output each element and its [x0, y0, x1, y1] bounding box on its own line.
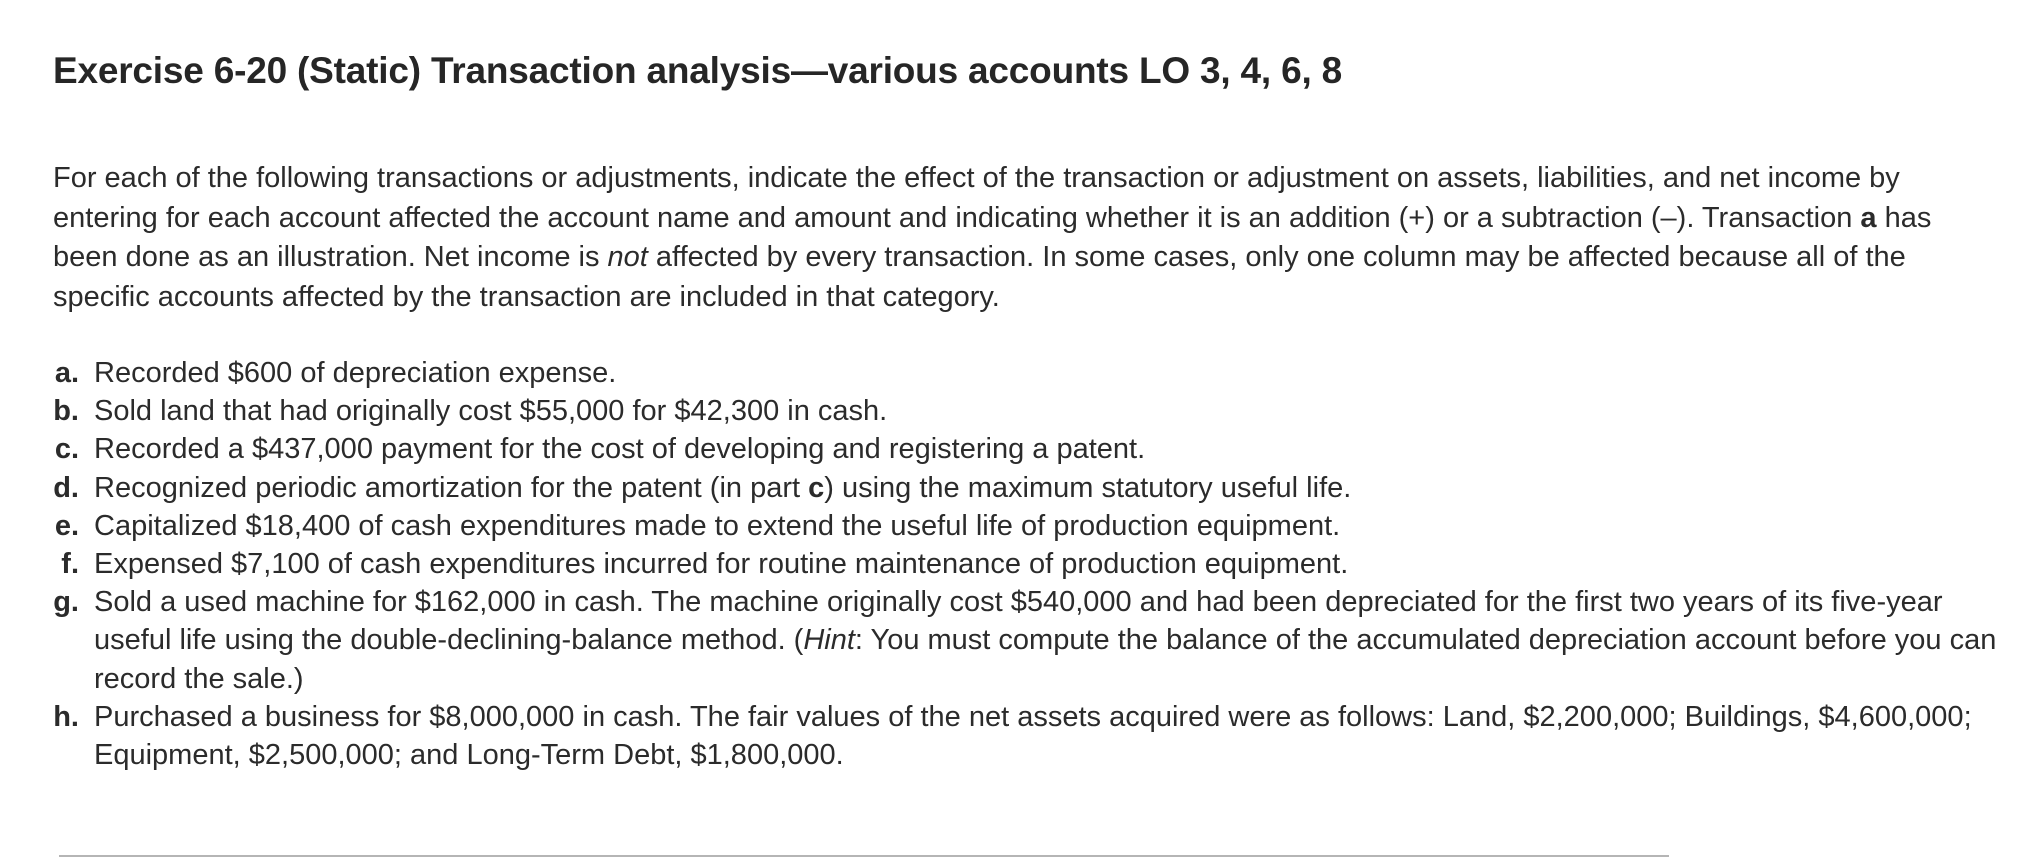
instructions-paragraph — [53, 159, 1993, 317]
transaction-label-e: e. — [54, 509, 79, 542]
transaction-label-f: f. — [61, 548, 79, 581]
transaction-text-b: Sold land that had originally cost $55,000 for $42,300 in cash. — [94, 395, 888, 428]
transaction-label-h: h. — [53, 700, 79, 733]
transaction-label-a: a. — [54, 357, 79, 389]
instructions-italic-not: not — [607, 241, 648, 273]
transaction-text-f: Expensed $7,100 of cash expenditures incurred for routine maintenance of production equipment. — [94, 548, 1349, 581]
transaction-text-g-before: Sold a used machine for $162,000 in cash. The machine originally cost $540,000 and had been depreciated for the first two years of its five-year useful life using the double-declining-balance method. ( — [94, 586, 1943, 657]
transaction-text-c: Recorded a $437,000 payment for the cost of developing and registering a patent. — [94, 433, 1146, 466]
transaction-label-d: d. — [53, 471, 79, 504]
transaction-list — [53, 354, 2003, 774]
transaction-item-c — [53, 430, 2003, 468]
transaction-label-c: c. — [54, 433, 79, 466]
exercise-title: Exercise 6-20 (Static) Transaction analysis—various accounts LO 3, 4, 6, 8 — [53, 50, 1342, 91]
transaction-text-a: Recorded $600 of depreciation expense. — [94, 357, 617, 389]
transaction-item-e — [53, 507, 2003, 545]
instructions-text-1: For each of the following transactions or adjustments, indicate the effect of the transaction or adjustment on assets, liabilities, and net income by entering for each account affected the account name and amount and indicating whether it is an addition (+) or a subtraction (–). Transaction — [53, 162, 1900, 234]
instructions-text-2: has been done as an illustration. Net income is — [53, 201, 1932, 273]
transaction-g-italic-hint: Hint — [803, 624, 855, 657]
transaction-text-h: Purchased a business for $8,000,000 in cash. The fair values of the net assets acquired were as follows: Land, $2,200,000; Buildings, $4,600,000; Equipment, $2,500,000; and Long-Term Debt, $1,800,000. — [94, 700, 1972, 772]
transaction-item-d — [53, 469, 2003, 507]
transaction-label-b: b. — [53, 395, 79, 428]
instructions-text-3: affected by every transaction. In some cases, only one column may be affected because all of the specific accounts affected by the transaction are included in that category. — [53, 241, 1906, 313]
transaction-item-h — [53, 698, 2003, 774]
transaction-d-bold-ref: c — [808, 471, 825, 504]
transaction-item-f — [53, 545, 2003, 583]
instructions-bold-a: a — [1860, 201, 1877, 234]
transaction-item-a — [53, 354, 2003, 392]
transaction-item-b — [53, 392, 2003, 430]
transaction-text-e: Capitalized $18,400 of cash expenditures made to extend the useful life of production equipment. — [94, 509, 1341, 542]
transaction-text-d-after: ) using the maximum statutory useful life. — [824, 471, 1352, 504]
transaction-text-g-after: : You must compute the balance of the accumulated depreciation account before you can record the sale.) — [94, 624, 1997, 695]
transaction-text-d-before: Recognized periodic amortization for the patent (in part — [94, 471, 809, 504]
transaction-label-g: g. — [53, 586, 79, 619]
transaction-item-g — [53, 583, 2003, 698]
